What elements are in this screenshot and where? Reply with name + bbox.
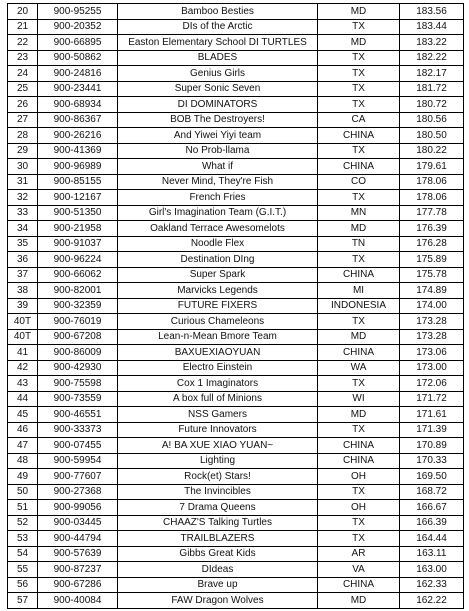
team-id-cell: 900-27368 [38,484,118,500]
score-cell: 182.22 [400,50,464,66]
table-row [8,205,464,221]
rank-cell: 20 [8,4,38,20]
score-cell: 183.22 [400,35,464,51]
rank-cell: 30 [8,159,38,175]
rank-cell: 50 [8,484,38,500]
rank-cell: 55 [8,562,38,578]
table-row [8,407,464,423]
score-cell: 182.17 [400,66,464,82]
team-id-cell: 900-23441 [38,81,118,97]
table-row [8,236,464,252]
score-cell: 175.89 [400,252,464,268]
team-name-cell: Gibbs Great Kids [118,546,318,562]
location-cell: MD [318,35,400,51]
table-row [8,112,464,128]
table-row [8,267,464,283]
location-cell: TX [318,376,400,392]
score-cell: 170.33 [400,453,464,469]
team-id-cell: 900-91037 [38,236,118,252]
location-cell: TX [318,97,400,113]
table-row [8,190,464,206]
team-id-cell: 900-73559 [38,391,118,407]
score-cell: 166.67 [400,500,464,516]
table-row [8,577,464,593]
score-cell: 173.28 [400,329,464,345]
location-cell: TX [318,252,400,268]
rank-cell: 52 [8,515,38,531]
rank-cell: 26 [8,97,38,113]
team-name-cell: And Yiwei Yiyi team [118,128,318,144]
team-name-cell: The Invincibles [118,484,318,500]
rank-cell: 40T [8,329,38,345]
team-id-cell: 900-67208 [38,329,118,345]
team-name-cell: French Fries [118,190,318,206]
team-name-cell: DIdeas [118,562,318,578]
rank-cell: 24 [8,66,38,82]
team-name-cell: Cox 1 Imaginators [118,376,318,392]
location-cell: TX [318,81,400,97]
location-cell: INDONESIA [318,298,400,314]
location-cell: TX [318,515,400,531]
team-name-cell: Bamboo Besties [118,4,318,20]
location-cell: MD [318,407,400,423]
score-cell: 162.33 [400,577,464,593]
team-name-cell: TRAILBLAZERS [118,531,318,547]
team-id-cell: 900-96989 [38,159,118,175]
rank-cell: 29 [8,143,38,159]
score-cell: 170.89 [400,438,464,454]
rank-cell: 35 [8,236,38,252]
score-cell: 178.06 [400,174,464,190]
score-cell: 163.00 [400,562,464,578]
team-id-cell: 900-12167 [38,190,118,206]
score-cell: 183.56 [400,4,464,20]
team-name-cell: A! BA XUE XIAO YUAN~ [118,438,318,454]
table-row [8,422,464,438]
score-cell: 169.50 [400,469,464,485]
rank-cell: 38 [8,283,38,299]
location-cell: MI [318,283,400,299]
score-cell: 168.72 [400,484,464,500]
team-name-cell: Super Sonic Seven [118,81,318,97]
team-id-cell: 900-99056 [38,500,118,516]
table-row [8,97,464,113]
location-cell: CHINA [318,345,400,361]
team-name-cell: BAXUEXIAOYUAN [118,345,318,361]
score-cell: 174.89 [400,283,464,299]
team-id-cell: 900-96224 [38,252,118,268]
team-id-cell: 900-42930 [38,360,118,376]
location-cell: CA [318,112,400,128]
team-id-cell: 900-32359 [38,298,118,314]
location-cell: CHINA [318,453,400,469]
team-id-cell: 900-82001 [38,283,118,299]
team-name-cell: What if [118,159,318,175]
rank-cell: 48 [8,453,38,469]
team-id-cell: 900-21958 [38,221,118,237]
team-id-cell: 900-57639 [38,546,118,562]
team-id-cell: 900-95255 [38,4,118,20]
team-name-cell: Easton Elementary School DI TURTLES [118,35,318,51]
rank-cell: 51 [8,500,38,516]
team-id-cell: 900-41369 [38,143,118,159]
rank-cell: 31 [8,174,38,190]
score-cell: 179.61 [400,159,464,175]
location-cell: TX [318,484,400,500]
team-id-cell: 900-86009 [38,345,118,361]
table-row [8,500,464,516]
team-name-cell: Future Innovators [118,422,318,438]
location-cell: MD [318,4,400,20]
rank-cell: 42 [8,360,38,376]
rank-cell: 53 [8,531,38,547]
team-name-cell: BLADES [118,50,318,66]
rank-cell: 25 [8,81,38,97]
rank-cell: 49 [8,469,38,485]
team-id-cell: 900-75598 [38,376,118,392]
score-cell: 175.78 [400,267,464,283]
team-name-cell: No Prob-llama [118,143,318,159]
team-name-cell: Destination DIng [118,252,318,268]
rank-cell: 32 [8,190,38,206]
score-cell: 173.00 [400,360,464,376]
location-cell: MD [318,329,400,345]
location-cell: TX [318,50,400,66]
rank-cell: 45 [8,407,38,423]
team-id-cell: 900-40084 [38,593,118,609]
score-cell: 166.39 [400,515,464,531]
score-cell: 173.28 [400,314,464,330]
team-name-cell: DIs of the Arctic [118,19,318,35]
score-cell: 178.06 [400,190,464,206]
team-id-cell: 900-51350 [38,205,118,221]
location-cell: TX [318,190,400,206]
rank-cell: 28 [8,128,38,144]
team-id-cell: 900-67286 [38,577,118,593]
team-id-cell: 900-77607 [38,469,118,485]
team-name-cell: A box full of Minions [118,391,318,407]
table-row [8,376,464,392]
team-name-cell: BOB The Destroyers! [118,112,318,128]
score-cell: 176.28 [400,236,464,252]
score-cell: 180.50 [400,128,464,144]
rank-cell: 47 [8,438,38,454]
location-cell: MN [318,205,400,221]
rank-cell: 36 [8,252,38,268]
location-cell: MD [318,221,400,237]
table-row [8,35,464,51]
table-row [8,329,464,345]
table-row [8,159,464,175]
rank-cell: 56 [8,577,38,593]
team-id-cell: 900-20352 [38,19,118,35]
table-row [8,438,464,454]
score-cell: 177.78 [400,205,464,221]
location-cell: CO [318,174,400,190]
rank-cell: 27 [8,112,38,128]
table-row [8,314,464,330]
team-name-cell: 7 Drama Queens [118,500,318,516]
team-id-cell: 900-66062 [38,267,118,283]
rank-cell: 23 [8,50,38,66]
rank-cell: 41 [8,345,38,361]
score-cell: 180.72 [400,97,464,113]
team-id-cell: 900-68934 [38,97,118,113]
table-row [8,143,464,159]
results-table [7,3,464,609]
team-id-cell: 900-87237 [38,562,118,578]
score-cell: 162.22 [400,593,464,609]
location-cell: CHINA [318,159,400,175]
table-row [8,283,464,299]
team-name-cell: Super Spark [118,267,318,283]
team-id-cell: 900-44794 [38,531,118,547]
team-name-cell: Girl's Imagination Team (G.I.T.) [118,205,318,221]
location-cell: OH [318,469,400,485]
score-cell: 171.61 [400,407,464,423]
score-cell: 180.56 [400,112,464,128]
team-id-cell: 900-85155 [38,174,118,190]
score-cell: 171.39 [400,422,464,438]
team-name-cell: Brave up [118,577,318,593]
table-row [8,345,464,361]
rank-cell: 43 [8,376,38,392]
table-row [8,252,464,268]
team-name-cell: Lighting [118,453,318,469]
team-name-cell: FUTURE FIXERS [118,298,318,314]
team-name-cell: Genius Girls [118,66,318,82]
score-cell: 173.06 [400,345,464,361]
location-cell: TN [318,236,400,252]
location-cell: AR [318,546,400,562]
location-cell: CHINA [318,128,400,144]
score-cell: 183.44 [400,19,464,35]
table-row [8,531,464,547]
location-cell: TX [318,66,400,82]
score-cell: 163.11 [400,546,464,562]
team-id-cell: 900-07455 [38,438,118,454]
rank-cell: 54 [8,546,38,562]
location-cell: VA [318,562,400,578]
team-id-cell: 900-26216 [38,128,118,144]
rank-cell: 33 [8,205,38,221]
rank-cell: 34 [8,221,38,237]
team-name-cell: CHAAZ'S Talking Turtles [118,515,318,531]
location-cell: WI [318,391,400,407]
score-cell: 180.22 [400,143,464,159]
team-name-cell: Marvicks Legends [118,283,318,299]
team-name-cell: Rock(et) Stars! [118,469,318,485]
table-row [8,128,464,144]
rank-cell: 44 [8,391,38,407]
team-id-cell: 900-46551 [38,407,118,423]
table-row [8,174,464,190]
table-row [8,453,464,469]
location-cell: TX [318,314,400,330]
table-row [8,4,464,20]
team-name-cell: DI DOMINATORS [118,97,318,113]
team-id-cell: 900-66895 [38,35,118,51]
location-cell: TX [318,531,400,547]
location-cell: TX [318,422,400,438]
rank-cell: 57 [8,593,38,609]
team-id-cell: 900-03445 [38,515,118,531]
table-row [8,221,464,237]
team-name-cell: Never Mind, They're Fish [118,174,318,190]
team-name-cell: FAW Dragon Wolves [118,593,318,609]
table-row [8,298,464,314]
team-name-cell: Electro Einstein [118,360,318,376]
score-cell: 174.00 [400,298,464,314]
location-cell: OH [318,500,400,516]
score-cell: 176.39 [400,221,464,237]
rank-cell: 37 [8,267,38,283]
score-cell: 171.72 [400,391,464,407]
location-cell: TX [318,19,400,35]
team-name-cell: Lean-n-Mean Bmore Team [118,329,318,345]
table-row [8,81,464,97]
score-cell: 164.44 [400,531,464,547]
table-row [8,66,464,82]
score-cell: 181.72 [400,81,464,97]
table-row [8,515,464,531]
team-name-cell: Noodle Flex [118,236,318,252]
team-name-cell: Oakland Terrace Awesomelots [118,221,318,237]
table-row [8,593,464,609]
team-id-cell: 900-33373 [38,422,118,438]
score-cell: 172.06 [400,376,464,392]
table-row [8,546,464,562]
table-row [8,562,464,578]
rank-cell: 22 [8,35,38,51]
table-row [8,360,464,376]
rank-cell: 39 [8,298,38,314]
team-id-cell: 900-59954 [38,453,118,469]
location-cell: CHINA [318,267,400,283]
team-id-cell: 900-76019 [38,314,118,330]
table-row [8,391,464,407]
team-id-cell: 900-86367 [38,112,118,128]
rank-cell: 40T [8,314,38,330]
table-row [8,469,464,485]
team-id-cell: 900-50862 [38,50,118,66]
location-cell: TX [318,143,400,159]
table-row [8,19,464,35]
location-cell: WA [318,360,400,376]
rank-cell: 46 [8,422,38,438]
rank-cell: 21 [8,19,38,35]
results-table-body [8,4,464,609]
location-cell: CHINA [318,577,400,593]
team-id-cell: 900-24816 [38,66,118,82]
team-name-cell: NSS Gamers [118,407,318,423]
location-cell: CHINA [318,438,400,454]
location-cell: MD [318,593,400,609]
table-row [8,484,464,500]
table-row [8,50,464,66]
team-name-cell: Curious Chameleons [118,314,318,330]
